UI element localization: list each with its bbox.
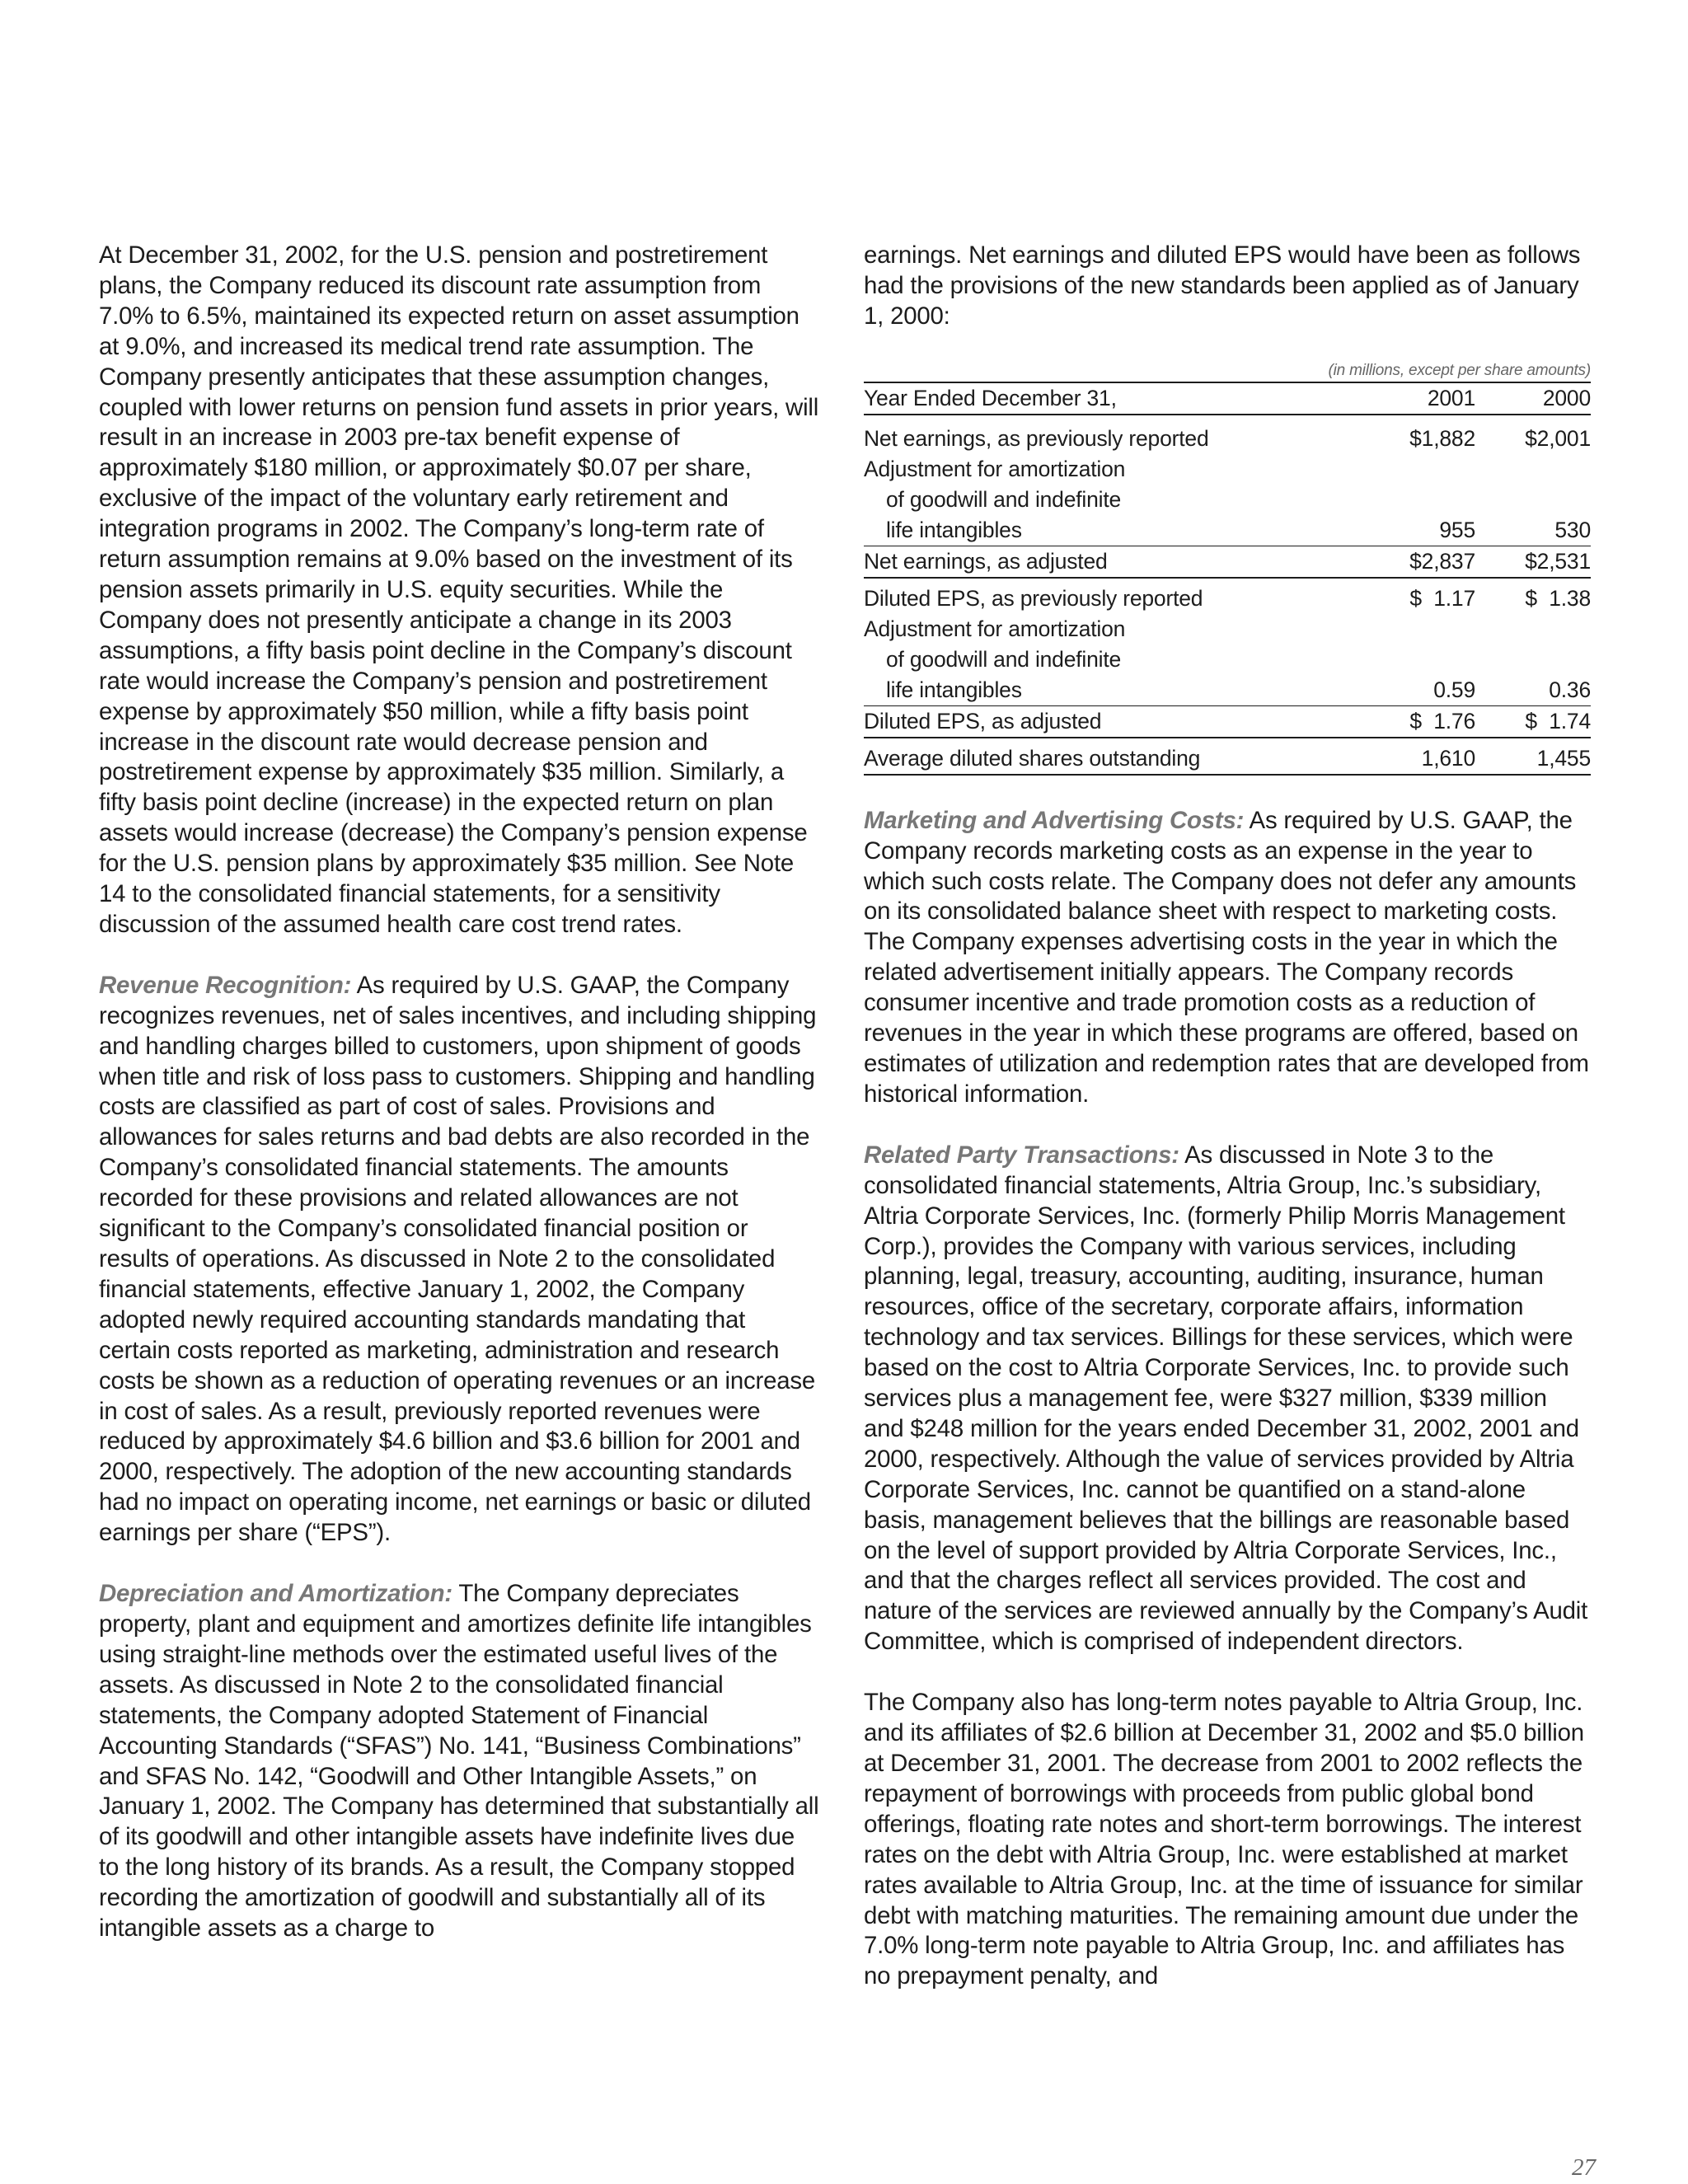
left-column [99,241,820,1944]
table-row [864,675,1591,705]
row-label: of goodwill and indefinite [886,486,1122,512]
row-label: Net earnings, as adjusted [864,548,1108,574]
row-label: life intangibles [886,677,1022,702]
row-value-2001: 1,610 [1421,745,1475,771]
header-2001: 2001 [1427,385,1475,410]
table-row [864,583,1591,614]
row-label: Adjustment for amortization [864,456,1126,481]
row-label: life intangibles [886,517,1022,542]
row-value-2000: $2,531 [1525,548,1591,574]
header-label: Year Ended December 31, [864,385,1117,410]
marketing-costs-paragraph [864,806,1589,1110]
table-header-row [864,382,1591,415]
table-row [864,614,1591,644]
row-label: Diluted EPS, as previously reported [864,585,1203,611]
earnings-intro-paragraph: earnings. Net earnings and diluted EPS would have been as follows had the provisions of the new standards been applied as of January 1, 2000: [864,241,1581,330]
table-row [864,424,1591,454]
related-party-text: As discussed in Note 3 to the consolidated financial statements, Altria Group, Inc.’s subsidiary, Altria Corporate Services, Inc. (formerly Philip Morris Management Corp.), provides the Company with various services, including planning, legal, treasury, accounting, auditing, insurance, human resources, office of the secretary, corporate affairs, information technology and tax services. Billings for these services, which were based on the cost to Altria Corporate Services, Inc. to provide such services plus a management fee, were $327 million, $339 million and $248 million for the years ended December 31, 2002, 2001 and 2000, respectively. Although the value of services provided by Altria Corporate Services, Inc. cannot be quantified on a stand-alone basis, management believes that the billings are reasonable based on the level of support provided by Altria Corporate Services, Inc., and that the charges reflect all services provided. The cost and nature of the services are reviewed annually by the Company’s Audit Committee, which is comprised of independent directors. [864,1141,1588,1656]
row-value-2000: $ 1.74 [1525,708,1591,733]
depreciation-paragraph [99,1579,820,1944]
right-column [864,241,1589,1992]
revenue-recognition-heading: Revenue Recognition: [99,971,352,999]
table-row [864,546,1591,579]
row-value-2001: 955 [1439,517,1475,542]
revenue-recognition-text: As required by U.S. GAAP, the Company recognizes revenues, net of sales incentives, and including shipping and handling charges billed to customers, upon shipment of goods when title and risk of loss pass to customers. Shipping and handling costs are classified as part of cost of sales. Provisions and allowances for sales returns and bad debts are also recorded in the Company’s consolidated financial statements. The amounts recorded for these provisions and related allowances are not significant to the Company’s consolidated financial position or results of operations. As discussed in Note 2 to the consolidated financial statements, effective January 1, 2002, the Company adopted newly required accounting standards mandating that certain costs reported as marketing, administration and research costs be shown as a reduction of operating revenues or an increase in cost of sales. As a result, previously reported revenues were reduced by approximately $4.6 billion and $3.6 billion for 2001 and 2000, respectively. The adoption of the new accounting standards had no impact on operating income, net earnings or basic or diluted earnings per share (“EPS”). [99,971,817,1547]
row-label: Diluted EPS, as adjusted [864,708,1102,733]
header-2000: 2000 [1542,385,1591,410]
marketing-costs-text: As required by U.S. GAAP, the Company records marketing costs as an expense in the year to which such costs relate. The Company does not defer any amounts on its consolidated balance sheet with respect to marketing costs. The Company expenses advertising costs in the year in which the related advertisement initially appears. The Company records consumer incentive and trade promotion costs as a reduction of revenues in the year in which these programs are offered, based on estimates of utilization and redemption rates that are developed from historical information. [864,806,1589,1108]
row-label: Net earnings, as previously reported [864,425,1209,451]
table-row [864,743,1591,776]
related-party-paragraph [864,1141,1589,1657]
table-row [864,485,1591,515]
row-value-2000: $ 1.38 [1525,585,1591,611]
row-value-2001: 0.59 [1433,677,1475,702]
row-value-2000: 0.36 [1549,677,1591,702]
related-party-heading: Related Party Transactions: [864,1141,1179,1169]
table-row [864,515,1591,546]
row-label: of goodwill and indefinite [886,646,1122,672]
row-label: Average diluted shares outstanding [864,745,1201,771]
row-value-2000: 530 [1554,517,1591,542]
marketing-costs-heading: Marketing and Advertising Costs: [864,806,1245,834]
pro-forma-earnings-table [864,360,1591,776]
pension-assumptions-paragraph: At December 31, 2002, for the U.S. pension and postretirement plans, the Company reduced its discount rate assumption from 7.0% to 6.5%, maintained its expected return on asset assumption at 9.0%, and increased its medical trend rate assumption. The Company presently anticipates that these assumption changes, coupled with lower returns on pension fund assets in prior years, will result in an increase in 2003 pre-tax benefit expense of approximately $180 million, or approximately $0.07 per share, exclusive of the impact of the voluntary early retirement and integration programs in 2002. The Company’s long-term rate of return assumption remains at 9.0% based on the investment of its pension assets primarily in U.S. equity securities. While the Company does not presently anticipate a change in its 2003 assumptions, a fifty basis point decline in the Company’s discount rate would increase the Company’s pension and postretirement expense by approximately $50 million, while a fifty basis point increase in the discount rate would decrease pension and postretirement expense by approximately $35 million. Similarly, a fifty basis point decline (increase) in the expected return on plan assets would increase (decrease) the Company’s pension expense for the U.S. pension plans by approximately $35 million. See Note 14 to the consolidated financial statements, for a sensitivity discussion of the assumed health care cost trend rates. [99,241,819,938]
table-row [864,705,1591,738]
row-value-2001: $2,837 [1409,548,1475,574]
row-value-2000: $2,001 [1525,425,1591,451]
page-number: 27 [1572,2154,1596,2181]
row-value-2000: 1,455 [1536,745,1591,771]
table-row [864,454,1591,485]
table-row [864,644,1591,675]
row-value-2001: $ 1.17 [1409,585,1475,611]
row-value-2001: $ 1.76 [1409,708,1475,733]
row-label: Adjustment for amortization [864,616,1126,641]
row-value-2001: $1,882 [1409,425,1475,451]
table-units-note: (in millions, except per share amounts) [1328,361,1591,379]
depreciation-heading: Depreciation and Amortization: [99,1580,452,1608]
notes-payable-paragraph: The Company also has long-term notes payable to Altria Group, Inc. and its affiliates of $2.6 billion at December 31, 2002 and $5.0 billion at December 31, 2001. The decrease from 2001 to 2002 reflects the repayment of borrowings with proceeds from public global bond offerings, floating rate notes and short-term borrowings. The interest rates on the debt with Altria Group, Inc. were established at market rates available to Altria Group, Inc. at the time of issuance for similar debt with matching maturities. The remaining amount due under the 7.0% long-term note payable to Altria Group, Inc. and affiliates has no prepayment penalty, and [864,1689,1584,1990]
revenue-recognition-paragraph [99,971,820,1549]
depreciation-text: The Company depreciates property, plant and equipment and amortizes definite life intangibles using straight-line methods over the estimated useful lives of the assets. As discussed in Note 2 to the consolidated financial statements, the Company adopted Statement of Financial Accounting Standards (“SFAS”) No. 141, “Business Combinations” and SFAS No. 142, “Goodwill and Other Intangible Assets,” on January 1, 2002. The Company has determined that substantially all of its goodwill and other intangible assets have indefinite lives due to the long history of its brands. As a result, the Company stopped recording the amortization of goodwill and substantially all of its intangible assets as a charge to [99,1580,819,1943]
